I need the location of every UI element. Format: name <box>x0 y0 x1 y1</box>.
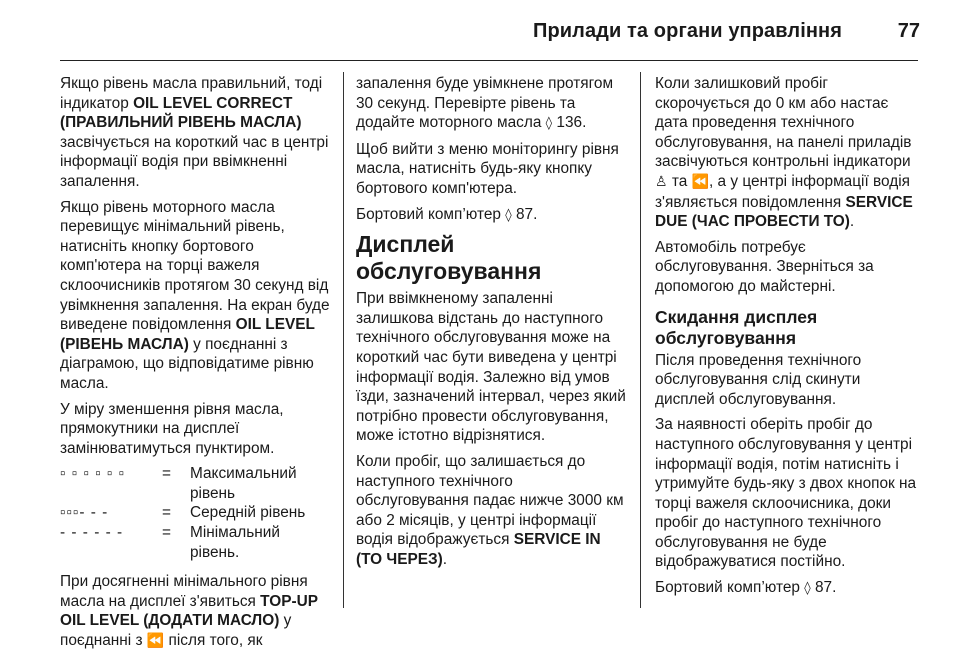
paragraph <box>655 351 921 410</box>
column-1 <box>60 74 332 650</box>
text: Після проведення технічного обслуговування слід скинути дисплей обслуговування. <box>655 351 862 408</box>
paragraph <box>655 415 921 572</box>
level-description: Середній рівень <box>190 504 306 522</box>
page-reference-icon: ◊ <box>804 581 811 597</box>
legend-row <box>60 523 332 562</box>
paragraph <box>655 238 921 297</box>
paragraph <box>60 400 332 459</box>
text: . <box>442 550 448 568</box>
column-divider <box>640 72 641 608</box>
column-divider <box>343 72 344 608</box>
column-3 <box>655 74 921 614</box>
wrench-icon: ⏪ <box>146 633 165 650</box>
oil-level-correct-message: OIL LEVEL CORRECT (ПРАВИЛЬНИЙ РІВЕНЬ МАСЛА) <box>60 94 302 132</box>
level-symbol: - - - - - - <box>60 524 124 542</box>
text: , а у центрі інформації водія з'являється повідомлення <box>655 172 910 211</box>
oil-level-legend <box>60 464 332 562</box>
level-description: Максимальний рівень <box>190 465 297 502</box>
text: та <box>667 172 692 190</box>
page-reference-icon: ◊ <box>545 116 553 132</box>
equals-sign: = <box>162 465 171 483</box>
text: При ввімкненому запаленні залишкова відстань до наступного технічного обслуговування може на короткий час бути виведена у центрі інформації водія. Залежно від умов їзди, зазначений інтервал, через який потрібно провести обслуговування, може істотно відрізнятися. <box>356 290 626 445</box>
text: У міру зменшення рівня масла, прямокутники на дисплеї замінюватимуться пунктиром. <box>60 400 284 457</box>
text: засвічується на короткий час в центрі інформації водія при ввімкненні запалення. <box>60 133 329 190</box>
text: після того, як <box>164 632 263 650</box>
legend-row <box>60 503 332 523</box>
text: При досягненні мінімального рівня масла на дисплеї з'явиться <box>60 573 308 610</box>
page-number: 77 <box>897 20 920 42</box>
service-due-message: SERVICE DUE (ЧАС ПРОВЕСТИ ТО) <box>655 193 913 231</box>
text: Автомобіль потребує обслуговування. Зверніться за допомогою до майстерні. <box>655 238 874 295</box>
paragraph <box>60 74 332 192</box>
text: Коли залишковий пробіг скорочується до 0 км або настає дата проведення технічного обслуговування, на панелі приладів засвічуються контрольні індикатори <box>655 75 912 171</box>
column-2 <box>356 74 626 614</box>
paragraph <box>60 572 332 651</box>
paragraph <box>655 578 921 599</box>
text: Бортовий комп’ютер <box>655 579 805 597</box>
wrench-icon: ⏪ <box>691 173 709 190</box>
service-in-message: SERVICE IN (ТО ЧЕРЕЗ) <box>356 531 601 568</box>
page-reference[interactable]: 136. <box>552 114 587 132</box>
level-description: Мінімальний рівень. <box>190 524 280 561</box>
text: у поєднанні з <box>60 612 292 650</box>
paragraph <box>356 452 626 570</box>
page-reference[interactable]: 87. <box>810 579 837 597</box>
text: За наявності оберіть пробіг до наступного обслуговування у центрі інформації водія, потім натисніть і утримуйте будь-яку з двох кнопок на торці важеля склоочисника, доки пробіг до наступного технічного обслуговування не буде відображуватися постійно. <box>655 416 917 571</box>
level-symbol: ▫▫▫- - - <box>60 504 109 522</box>
text: Щоб вийти з меню моніторингу рівня масла, натисніть будь-яку кнопку бортового комп'ютера. <box>356 140 619 197</box>
paragraph <box>356 205 626 226</box>
paragraph <box>655 74 921 232</box>
legend-row <box>60 464 332 503</box>
paragraph <box>60 198 332 394</box>
equals-sign: = <box>162 524 171 542</box>
section-heading: Дисплей обслуговування <box>356 231 542 285</box>
page-reference[interactable]: 87. <box>511 205 538 223</box>
text: Якщо рівень моторного масла перевищує мінімальний рівень, натисніть кнопку бортового комп'ютера на торці важеля склоочисників протягом 30 секунд від увімкнення запалення. На екран буде виведене повідомлення <box>60 198 330 334</box>
oil-level-message: OIL LEVEL (РІВЕНЬ МАСЛА) <box>60 316 315 353</box>
page-reference-icon: ◊ <box>505 207 512 223</box>
paragraph <box>356 289 626 446</box>
text: Бортовий комп’ютер <box>356 205 506 223</box>
section-title: Прилади та органи управління <box>532 20 842 42</box>
paragraph <box>356 140 626 199</box>
text: Якщо рівень масла правильний, тоді індикатор <box>60 75 323 112</box>
text: у поєднанні з діаграмою, що відповідатиме рівню масла. <box>60 335 314 392</box>
service-indicator-icon: ♙ <box>655 173 668 190</box>
text: запалення буде увімкнене протягом 30 секунд. Перевірте рівень та додайте моторного масла <box>356 75 614 132</box>
text: . <box>849 213 855 231</box>
top-up-oil-message: TOP-UP OIL LEVEL (ДОДАТИ МАСЛО) <box>60 592 318 630</box>
subsection-heading: Скидання дисплея обслуговування <box>655 306 818 348</box>
header-rule <box>60 60 918 61</box>
equals-sign: = <box>162 504 171 522</box>
paragraph <box>356 74 626 134</box>
text: Коли пробіг, що залишається до наступного технічного обслуговування падає нижче 3000 км або 2 місяців, у центрі інформації водія відображується <box>356 452 624 549</box>
page-header <box>0 0 960 60</box>
level-symbol: ▫ ▫ ▫ ▫ ▫ ▫ <box>60 465 126 483</box>
